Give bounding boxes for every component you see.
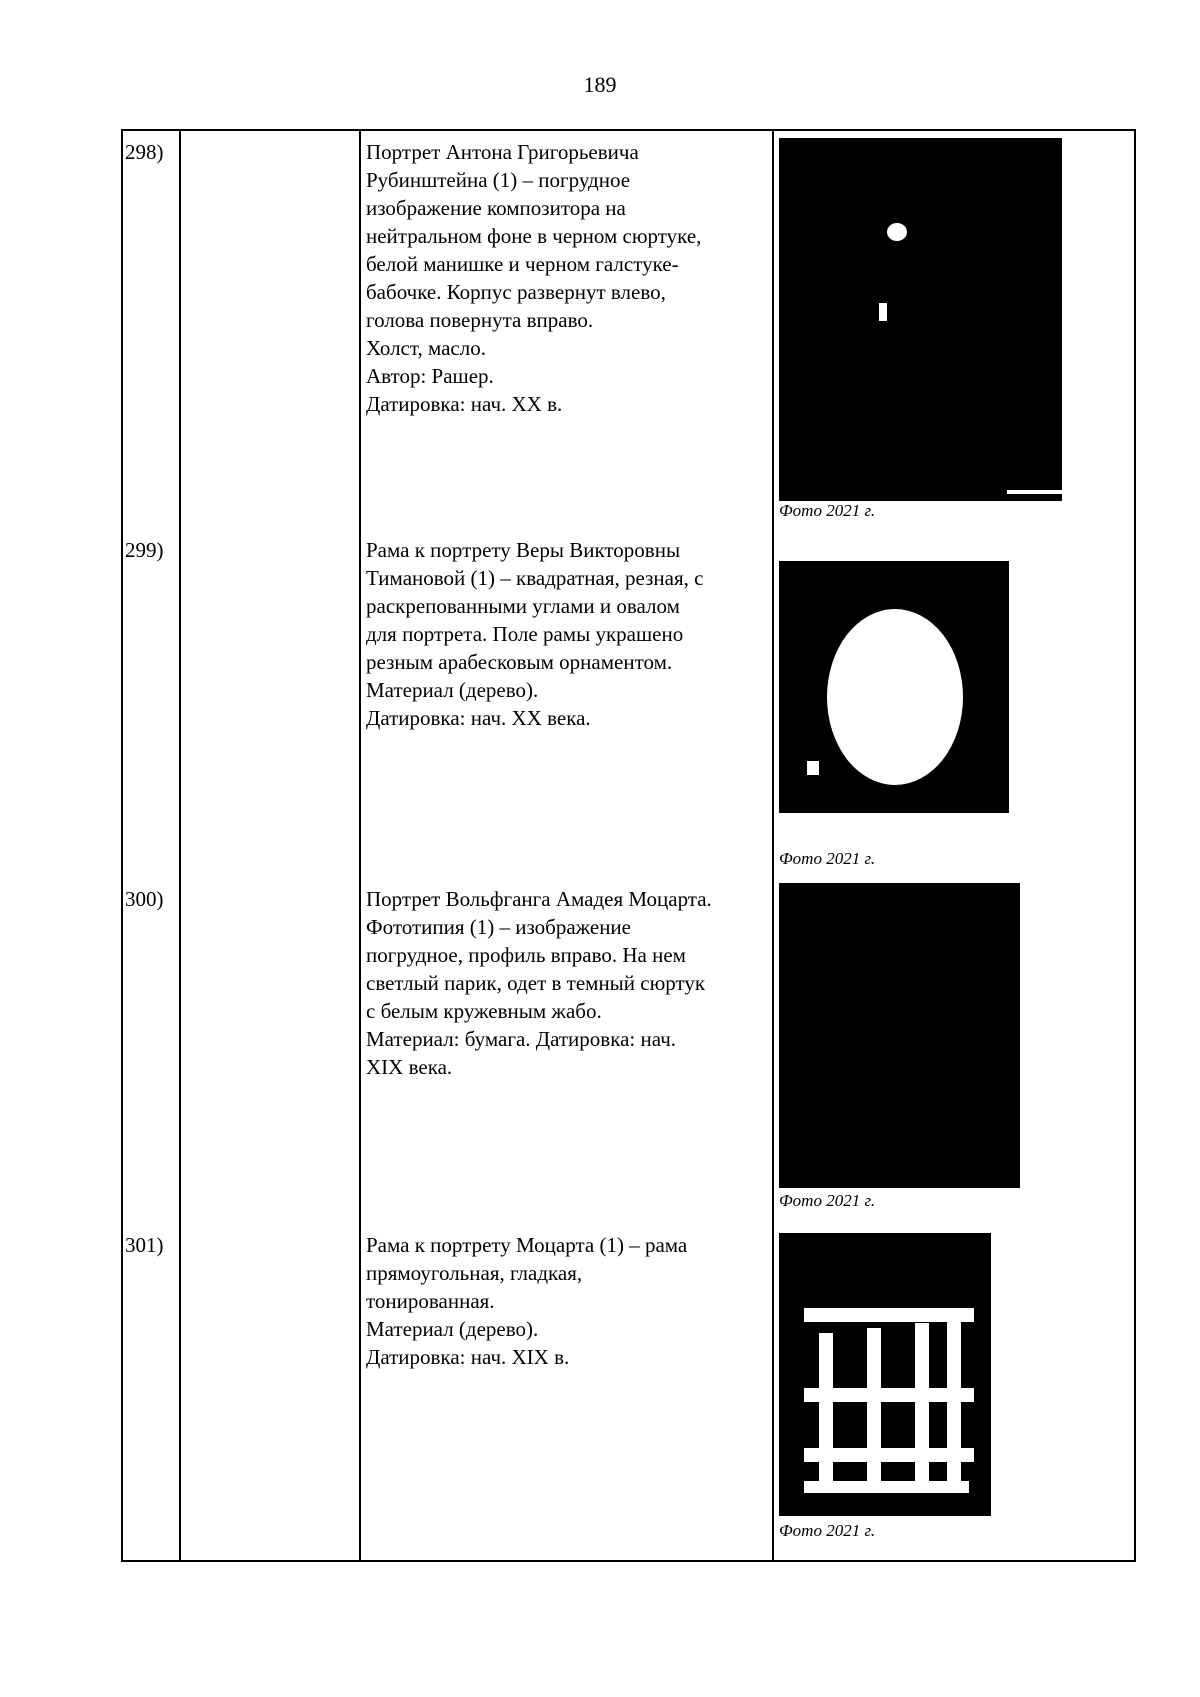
- description-line: раскрепованными углами и овалом: [366, 594, 680, 618]
- photo-frame-bar: [915, 1323, 929, 1488]
- description-line: Рубинштейна (1) – погрудное: [366, 168, 631, 192]
- column-divider: [359, 131, 361, 1560]
- description-line: резным арабесковым орнаментом.: [366, 650, 673, 674]
- photo-highlight: [807, 761, 819, 775]
- entry-number: 298): [125, 140, 164, 164]
- photo-frame-bar: [804, 1448, 974, 1462]
- description-line: тонированная.: [366, 1289, 495, 1313]
- column-divider: [179, 131, 181, 1560]
- description-line: с белым кружевным жабо.: [366, 999, 602, 1023]
- photo-portrait-rubinstein: [779, 138, 1062, 501]
- description-line: нейтральном фоне в черном сюртуке,: [366, 224, 702, 248]
- description-line: XIX века.: [366, 1055, 453, 1079]
- photo-oval-opening: [827, 609, 963, 785]
- description-line: Портрет Вольфганга Амадея Моцарта.: [366, 887, 712, 911]
- description-line: Рама к портрету Веры Викторовны: [366, 538, 681, 562]
- description-line: Фототипия (1) – изображение: [366, 915, 631, 939]
- photo-highlight: [879, 303, 887, 321]
- description-line: голова повернута вправо.: [366, 308, 594, 332]
- description-line: Холст, масло.: [366, 336, 486, 360]
- photo-frame-bar: [804, 1388, 974, 1402]
- description-line: Материал: бумага. Датировка: нач.: [366, 1027, 677, 1051]
- description-line: для портрета. Поле рамы украшено: [366, 622, 684, 646]
- photo-scale-bar: [1007, 490, 1062, 494]
- photo-highlight: [887, 223, 907, 241]
- photo-frame-bar: [804, 1481, 969, 1493]
- description-line: Материал (дерево).: [366, 678, 539, 702]
- photo-frame-mozart: [779, 1233, 991, 1516]
- photo-portrait-mozart: [779, 883, 1020, 1188]
- entry-number: 300): [125, 887, 164, 911]
- entry-description: [366, 885, 776, 1081]
- page-number: 189: [583, 72, 617, 97]
- description-line: Рама к портрету Моцарта (1) – рама: [366, 1233, 688, 1257]
- photo-frame-timanova: [779, 561, 1009, 813]
- photo-frame-bar: [947, 1318, 961, 1488]
- catalog-table: [121, 129, 1136, 1562]
- description-line: Датировка: нач. XIX в.: [366, 1345, 570, 1369]
- description-line: прямоугольная, гладкая,: [366, 1261, 583, 1285]
- entry-number: 299): [125, 538, 164, 562]
- photo-caption: Фото 2021 г.: [779, 501, 876, 520]
- photo-frame-bar: [867, 1328, 881, 1488]
- description-line: Датировка: нач. XX в.: [366, 392, 563, 416]
- description-line: светлый парик, одет в темный сюртук: [366, 971, 706, 995]
- photo-caption: Фото 2021 г.: [779, 849, 876, 868]
- entry-number: 301): [125, 1233, 164, 1257]
- photo-frame-bar: [804, 1308, 974, 1322]
- description-line: бабочке. Корпус развернут влево,: [366, 280, 666, 304]
- description-line: погрудное, профиль вправо. На нем: [366, 943, 686, 967]
- description-line: изображение композитора на: [366, 196, 626, 220]
- entry-description: [366, 138, 776, 418]
- description-line: Автор: Рашер.: [366, 364, 494, 388]
- description-line: Датировка: нач. XX века.: [366, 706, 591, 730]
- entry-description: [366, 536, 776, 732]
- photo-caption: Фото 2021 г.: [779, 1191, 876, 1210]
- photo-caption: Фото 2021 г.: [779, 1521, 876, 1540]
- description-line: Материал (дерево).: [366, 1317, 539, 1341]
- entry-description: [366, 1231, 776, 1371]
- description-line: белой манишке и черном галстуке-: [366, 252, 679, 276]
- description-line: Портрет Антона Григорьевича: [366, 140, 639, 164]
- description-line: Тимановой (1) – квадратная, резная, с: [366, 566, 704, 590]
